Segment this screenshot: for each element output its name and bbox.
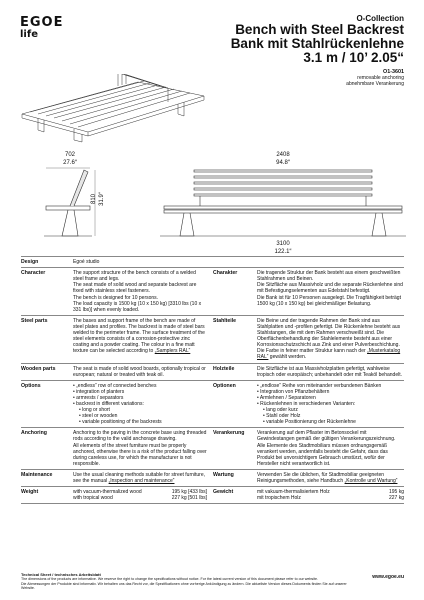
steel-de-text: Die Beine und der tragende Rahmen der Bank sind aus Stahlplatten und -profilen gefertigt. Die Rückenlehne besteht aus Stahlstangen, die mit dem Rahmen verschweißt sind. Die Oberflächenbehandlung der Stahlelemente besteht aus einer Korrosionsschutzschicht aus Zink und einer Pulverbeschichtung. Die Farbe in feiner matter Struktur kann nach der [257,317,401,355]
character-en [73,270,213,313]
samplers-ral-link[interactable]: „Samplers RAL“ [154,348,191,355]
options-de [257,383,404,426]
anchoring-de-text: Verankerung auf dem Pflaster im Betonsockel mit Gewindestangen gemäß der gültigen Verankerungszeichnung. [257,430,396,443]
brand-subname: life [20,29,38,40]
option-item: • lang oder kurz [257,407,404,413]
title-en: Bench with Steel Backrest [235,22,404,37]
collection-name: O-Collection [356,14,404,23]
anchoring-en [73,430,213,467]
spec-row-options [21,380,404,428]
options-en [73,383,213,426]
inspection-maintenance-link[interactable]: „Inspection and maintenance“ [108,478,175,485]
weight-label: Weight [21,489,39,496]
option-item: • armrests / separators [73,395,207,401]
option-item: • Stahl oder Holz [257,413,404,419]
option-item: • variable Positionierung der Rückenlehne [257,419,404,425]
maintenance-en [73,472,213,484]
wooden-label: Wooden parts [21,365,56,372]
anchoring-en-text: All elements of the street furniture must be properly anchored, otherwise there is a risk of the product falling over during careless use, for which the manufacturer is not responsible. [73,442,207,467]
footer-disclaimer-de: Die Abmessungen der Produkte sind informativ. Wir behalten uns das Recht vor, die Spezifikationen ohne vorherige Ankündigung zu ändern. Die aktuellste Version dieses Dokuments finden Sie auf unserer Website. [21,581,347,591]
maintenance-de-text: Verwenden Sie die üblichen, für Stadtmobiliar geeigneten Reinigungsmethoden, siehe Handbuch [257,471,385,485]
spec-row-maintenance [21,469,404,486]
character-en-text: The seat made of solid wood and separate backrest are fixed with stainless steel fasteners. [73,282,197,295]
option-item: • „endless“ row of connected benches [73,383,207,389]
maintenance-label: Maintenance [21,471,53,478]
steel-en-text: The bases and support frame of the bench are made of steel plates and profiles. The backrest is made of steel bars welded to the perimeter frame. The surface treatment of the steel elements consists of a corrosion-protective zinc coating and a powder coating. The colour in a fine matt texture can be selected according to [73,317,205,355]
character-en-text: The support structure of the bench consists of a welded steel frame and legs. [73,270,196,283]
brand-logo [20,16,63,40]
option-item: • steel or wooden [73,413,207,419]
title-de: Bank mit Stahlrückenlehne [230,36,404,51]
dim-depth-in: 27.6“ [63,160,77,166]
option-item: • Rückenlehnen in verschiedenen Varianten: [257,401,404,407]
dim-back-mm: 2408 [276,152,290,158]
spec-row-character [21,267,404,315]
options-de-list [257,383,404,426]
character-de-text: Die tragende Struktur der Bank besteht aus einem geschweißten Stahlrahmen und Beinen. [257,270,401,283]
dim-back-in: 94.8“ [276,160,290,166]
footer [21,573,404,591]
website-link[interactable]: www.egoe.eu [372,574,404,580]
steel-label: Steel parts [21,317,48,324]
weight-de-1-value: 195 kg [388,489,404,496]
character-de [257,270,404,313]
steel-en [73,318,213,361]
steel-de-tail: gewählt werden. [269,354,307,361]
anchoring-en: removable anchoring [357,75,404,81]
weight-en-1: with vacuum-thermalized wood [73,489,142,496]
character-label: Character [21,270,46,277]
weight-de-1: mit vakuum-thermalisiertem Holz [257,489,330,496]
product-code: O1-3601 [383,69,404,75]
option-item: • long or short [73,407,207,413]
weight-de-2: mit tropischem Holz [257,495,301,502]
weight-de [257,489,404,501]
spec-row-design [21,256,404,267]
wooden-en: The seat is made of solid wood boards, optionally tropical or european; natural or treated with teak oil. [73,365,206,378]
anchoring-de: abnehmbare Verankerung [346,81,404,87]
dim-length-mm: 3100 [276,241,290,247]
maintenance-de [257,472,404,484]
dim-depth-mm: 702 [64,152,75,158]
weight-en-1-value: 195 kg [433 lbs] [171,489,207,496]
options-en-list [73,383,207,426]
dim-height-in: 31.9“ [99,192,105,206]
option-item: • variable positioning of the backrests [73,419,207,425]
dim-height-mm: 810 [91,194,97,205]
front-view-drawing [160,166,406,238]
options-label: Options [21,382,41,389]
perspective-drawing [18,74,208,146]
spec-row-anchoring [21,427,404,469]
kontrolle-wartung-link[interactable]: „Kontrolle und Wartung“ [344,478,398,485]
weight-label-de: Gewicht [213,489,234,496]
option-item: • Integration von Pflanzbehältern [257,389,404,395]
dim-length-in: 122.1“ [274,249,292,255]
anchoring-de-text: Alle Elemente des Stadtmobiliars müssen ordnungsgemäß verankert werden, andernfalls besteht die Gefahr, dass das Produkt bei unvorsichtigem Gebrauch umstürzt, wofür der Hersteller nicht verantwortlich ist. [257,442,388,467]
spec-row-wooden [21,363,404,380]
character-en-text: The bench is designed for 10 persons. [73,294,159,301]
anchoring-de [257,430,404,467]
options-label-de: Optionen [213,382,236,389]
maintenance-label-de: Wartung [213,471,234,478]
character-de-text: Die Sitzfläche aus Massivholz und die separate Rückenlehne sind mit Befestigungselementen aus Edelstahl befestigt. [257,282,403,295]
weight-en [73,489,213,501]
title-size: 3.1 m / 10’ 2.05“ [303,50,404,65]
option-item: • Armlehnen / Separatoren [257,395,404,401]
anchoring-label: Anchoring [21,430,47,437]
steel-label-de: Stahlteile [213,317,237,324]
steel-de [257,318,404,361]
musterkatalog-ral-link[interactable]: „Musterkatalog RAL“ [257,348,401,361]
anchoring-en-text: Anchoring to the paving in the concrete base using threaded rods according to the valid anchorage drawing. [73,430,207,443]
option-item: • „endlose“ Reihe von miteinander verbundenen Bänken [257,383,404,389]
footer-title: Technical Sheet / technisches Arbeitsblatt [21,572,101,577]
anchoring-label-de: Verankerung [213,430,245,437]
character-label-de: Charakter [213,270,238,277]
design-value: Egoé studio [73,259,100,265]
spec-table [21,256,404,504]
weight-en-2-value: 227 kg [501 lbs] [171,495,207,502]
wooden-de: Die Sitzfläche ist aus Massivholzplatten gefertigt, wahlweise tropisch oder europäisch; unbehandelt oder mit Teaköl behandelt. [257,365,403,378]
header [231,14,404,87]
character-de-text: Die Bank ist für 10 Personen ausgelegt. Die Tragfähigkeit beträgt 1500 kg (10 x 150 kg) bei gleichmäßiger Belastung. [257,294,401,307]
footer-disclaimer-en: The dimensions of the products are informative. We reserve the right to change the specifications without notice. For the latest current version of this document please refer to our website. [21,577,318,582]
maintenance-en-text: Use the usual cleaning methods suitable for street furniture, see the manual [73,471,206,485]
design-label: Design [21,259,39,265]
wooden-label-de: Holzteile [213,365,235,372]
spec-row-weight [21,486,404,504]
spec-row-steel [21,315,404,363]
character-en-text: The load capacity is 1500 kg (10 x 150 kg) [3310 lbs (10 x 331 lbs)] when evenly loaded. [73,300,202,313]
weight-en-2: with tropical wood [73,495,113,502]
brand-name: EGOE [20,15,64,30]
option-item: • integration of planters [73,389,207,395]
weight-de-2-value: 227 kg [388,495,404,502]
option-item: • backrest in different variations: [73,401,207,407]
